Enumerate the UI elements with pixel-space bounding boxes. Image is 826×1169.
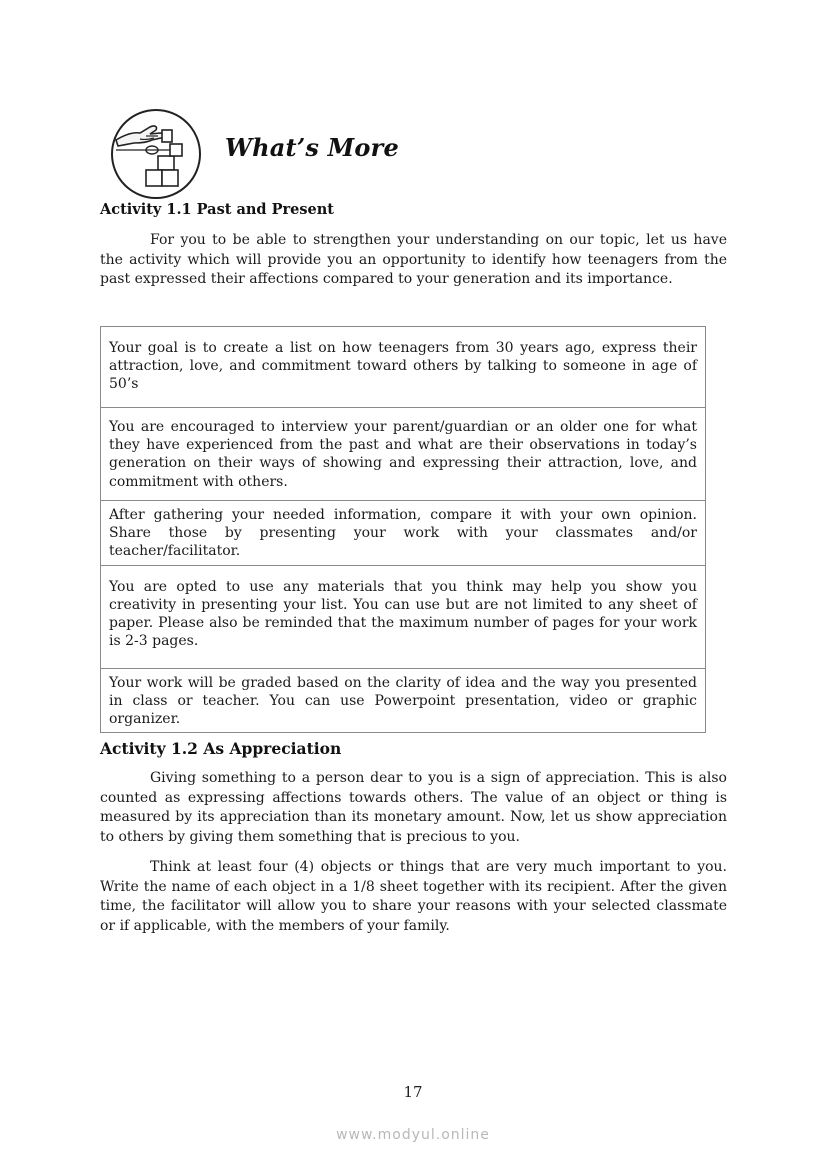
section-title: What’s More: [225, 133, 399, 162]
table-cell: You are opted to use any materials that you think may help you show you creativity in presenting your list. You can use but are not limited to any sheet of paper. Please also be reminded that the maximum number of pages for your work is 2-3 pages.: [101, 565, 706, 668]
table-row: [101, 668, 706, 733]
watermark: www.modyul.online: [336, 1127, 490, 1143]
table-row: [101, 501, 706, 566]
activity-1-intro: For you to be able to strengthen your understanding on our topic, let us have the activity which will provide you an opportunity to identify how teenagers from the past expressed their affections compared to your generation and its importance.: [100, 232, 727, 288]
table-row: [101, 565, 706, 668]
activity-1-heading: Activity 1.1 Past and Present: [100, 201, 335, 218]
table-cell: Your goal is to create a list on how teenagers from 30 years ago, express their attraction, love, and commitment toward others by talking to someone in age of 50’s: [101, 327, 706, 408]
table-cell: You are encouraged to interview your parent/guardian or an older one for what they have experienced from the past and what are their observations in today’s generation on their ways of showing and expressing their attraction, love, and commitment with others.: [101, 408, 706, 501]
table-row: [101, 408, 706, 501]
table-cell: Your work will be graded based on the clarity of idea and the way you presented in class or teacher. You can use Powerpoint presentation, video or graphic organizer.: [101, 668, 706, 733]
activity-1-instructions-table: [100, 326, 706, 733]
table-cell: After gathering your needed information, compare it with your own opinion. Share those by presenting your work with your classmates and/or teacher/facilitator.: [101, 501, 706, 566]
activity-2-paragraph-2: Think at least four (4) objects or things that are very much important to you. Write the name of each object in a 1/8 sheet together with its recipient. After the given time, the facilitator will allow you to share your reasons with your selected classmate or if applicable, with the members of your family.: [100, 859, 727, 934]
table-row: [101, 327, 706, 408]
hand-placing-blocks-icon: [110, 106, 206, 202]
activity-2-paragraph-1: Giving something to a person dear to you is a sign of appreciation. This is also counted as expressing affections towards others. The value of an object or thing is measured by its appreciation than its monetary amount. Now, let us show appreciation to others by giving them something that is precious to you.: [100, 770, 727, 845]
page-number: 17: [403, 1083, 423, 1101]
activity-2-heading: Activity 1.2 As Appreciation: [100, 739, 342, 758]
